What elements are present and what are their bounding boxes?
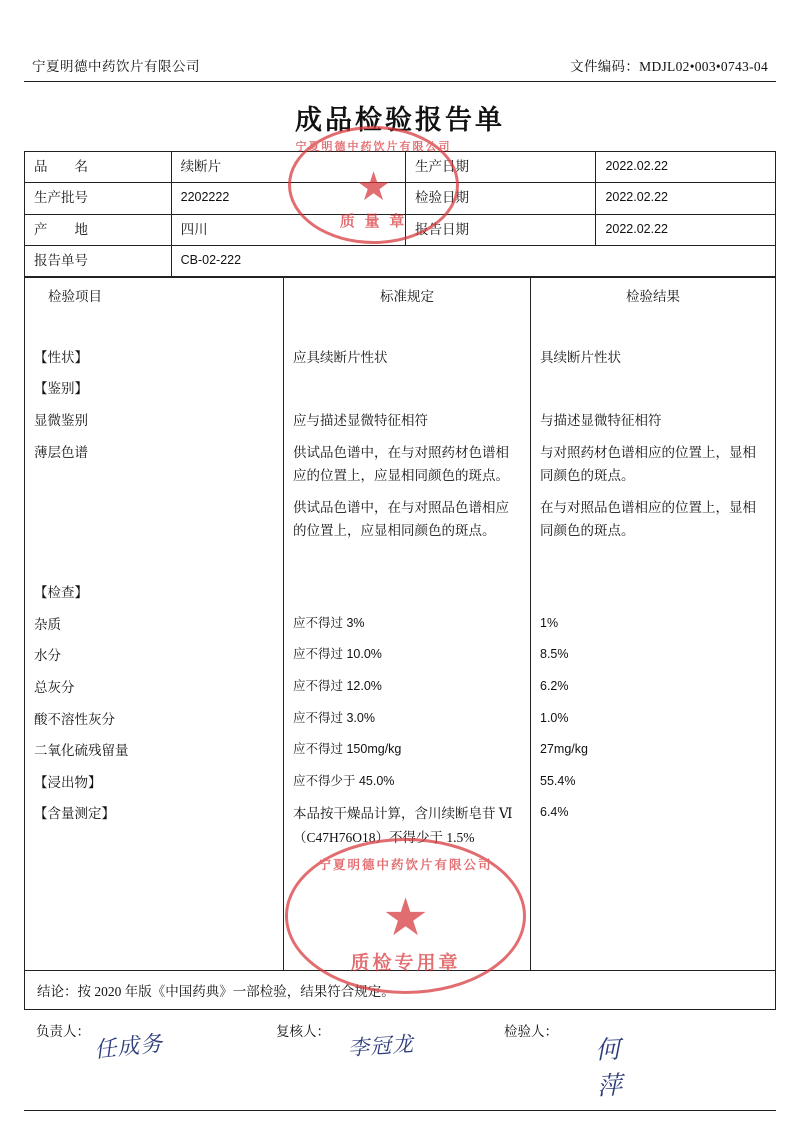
page-title: 成品检验报告单 xyxy=(295,105,505,135)
row-standard: 本品按干燥品计算，含川续断皂苷 Ⅵ（C47H76O18）不得少于 1.5% xyxy=(284,798,531,853)
reviewer-signature-slot xyxy=(276,1020,504,1060)
document-number xyxy=(570,55,768,75)
header-divider xyxy=(24,81,776,82)
table-row xyxy=(25,704,776,736)
table-row xyxy=(25,854,776,970)
table-row xyxy=(25,735,776,767)
report-date-value: 2022.02.22 xyxy=(596,214,776,245)
row-result: 55.4% xyxy=(531,767,776,799)
table-row xyxy=(25,492,776,547)
results-table xyxy=(24,277,776,970)
table-row xyxy=(25,318,776,342)
row-item: 薄层色谱 xyxy=(25,437,284,492)
row-item: 杂质 xyxy=(25,609,284,641)
results-header-result: 检验结果 xyxy=(531,278,776,318)
origin-label: 产 地 xyxy=(25,214,172,245)
row-item: 【浸出物】 xyxy=(25,767,284,799)
reviewer-label: 复核人： xyxy=(276,1023,330,1039)
table-row xyxy=(25,152,776,183)
row-result: 1% xyxy=(531,609,776,641)
table-row xyxy=(25,672,776,704)
row-standard xyxy=(284,373,531,405)
inspection-date-label: 检验日期 xyxy=(405,183,595,214)
production-date-label: 生产日期 xyxy=(405,152,595,183)
stamp-bottom-arc-text: 宁夏明德中药饮片有限公司 xyxy=(318,858,493,872)
row-standard: 供试品色谱中，在与对照药材色谱相应的位置上，应显相同颜色的斑点。 xyxy=(284,437,531,492)
row-item: 水分 xyxy=(25,640,284,672)
row-result xyxy=(531,373,776,405)
row-standard: 应不得过 150mg/kg xyxy=(284,735,531,767)
row-item: 【鉴别】 xyxy=(25,373,284,405)
table-row xyxy=(25,214,776,245)
row-item xyxy=(25,492,284,547)
row-result xyxy=(531,577,776,609)
production-date-value: 2022.02.22 xyxy=(596,152,776,183)
owner-signature: 任成务 xyxy=(93,1031,165,1064)
table-row xyxy=(25,245,776,276)
row-standard xyxy=(284,577,531,609)
reviewer-signature: 李冠龙 xyxy=(347,1031,415,1060)
document-header xyxy=(24,0,776,81)
row-result: 6.2% xyxy=(531,672,776,704)
product-name-value: 续断片 xyxy=(171,152,405,183)
row-standard: 供试品色谱中，在与对照品色谱相应的位置上，应显相同颜色的斑点。 xyxy=(284,492,531,547)
report-date-label: 报告日期 xyxy=(405,214,595,245)
table-row xyxy=(25,405,776,437)
origin-value: 四川 xyxy=(171,214,405,245)
row-result: 27mg/kg xyxy=(531,735,776,767)
row-standard: 应与描述显微特征相符 xyxy=(284,405,531,437)
row-item: 【含量测定】 xyxy=(25,798,284,853)
owner-signature-slot xyxy=(36,1020,276,1064)
row-result: 8.5% xyxy=(531,640,776,672)
report-number-label: 报告单号 xyxy=(25,245,172,276)
document-number-value: MDJL02•003•0743-04 xyxy=(639,59,768,74)
company-name: 宁夏明德中药饮片有限公司 xyxy=(32,59,200,74)
conclusion-text: 结论：按 2020 年版《中国药典》一部检验，结果符合规定。 xyxy=(24,970,776,1010)
row-item: 二氧化硫残留量 xyxy=(25,735,284,767)
stamp-bottom-bottom-text: 质检专用章 xyxy=(350,953,461,974)
row-result: 具续断片性状 xyxy=(531,342,776,374)
table-row xyxy=(25,767,776,799)
row-standard: 应不得过 3% xyxy=(284,609,531,641)
row-standard: 应不得过 12.0% xyxy=(284,672,531,704)
results-header-item: 检验项目 xyxy=(25,278,284,318)
batch-number-value: 2202222 xyxy=(171,183,405,214)
footer-divider xyxy=(24,1110,776,1111)
batch-number-label: 生产批号 xyxy=(25,183,172,214)
results-header-row xyxy=(25,278,776,318)
inspector-signature: 何萍 xyxy=(594,1033,624,1101)
row-result: 与描述显微特征相符 xyxy=(531,405,776,437)
row-standard: 应不得少于 45.0% xyxy=(284,767,531,799)
results-header-standard: 标准规定 xyxy=(284,278,531,318)
row-item: 酸不溶性灰分 xyxy=(25,704,284,736)
stamp-top-bottom-text: 质 量 章 xyxy=(339,214,408,230)
row-item: 显微鉴别 xyxy=(25,405,284,437)
row-standard: 应不得过 10.0% xyxy=(284,640,531,672)
table-row xyxy=(25,437,776,492)
star-icon: ★ xyxy=(355,164,392,209)
document-number-label: 文件编码： xyxy=(570,59,640,74)
row-result: 6.4% xyxy=(531,798,776,853)
inspector-label: 检验人： xyxy=(504,1023,558,1039)
info-table xyxy=(24,151,776,277)
table-row xyxy=(25,373,776,405)
table-row xyxy=(25,609,776,641)
product-name-label: 品 名 xyxy=(25,152,172,183)
report-number-value: CB-02-222 xyxy=(171,245,775,276)
row-standard: 应不得过 3.0% xyxy=(284,704,531,736)
table-row xyxy=(25,183,776,214)
row-item: 【检查】 xyxy=(25,577,284,609)
stamp-top-arc-text: 宁夏明德中药饮片有限公司 xyxy=(295,141,452,153)
row-standard: 应具续断片性状 xyxy=(284,342,531,374)
table-row xyxy=(25,577,776,609)
row-item: 总灰分 xyxy=(25,672,284,704)
table-row xyxy=(25,547,776,577)
inspector-signature-slot xyxy=(504,1020,624,1101)
row-result: 与对照药材色谱相应的位置上，显相同颜色的斑点。 xyxy=(531,437,776,492)
owner-label: 负责人： xyxy=(36,1023,90,1039)
table-row xyxy=(25,342,776,374)
table-row xyxy=(25,798,776,853)
row-item: 【性状】 xyxy=(25,342,284,374)
table-row xyxy=(25,640,776,672)
star-icon: ★ xyxy=(382,890,429,947)
row-result: 在与对照品色谱相应的位置上，显相同颜色的斑点。 xyxy=(531,492,776,547)
signature-row xyxy=(24,1010,776,1101)
inspection-date-value: 2022.02.22 xyxy=(596,183,776,214)
row-result: 1.0% xyxy=(531,704,776,736)
